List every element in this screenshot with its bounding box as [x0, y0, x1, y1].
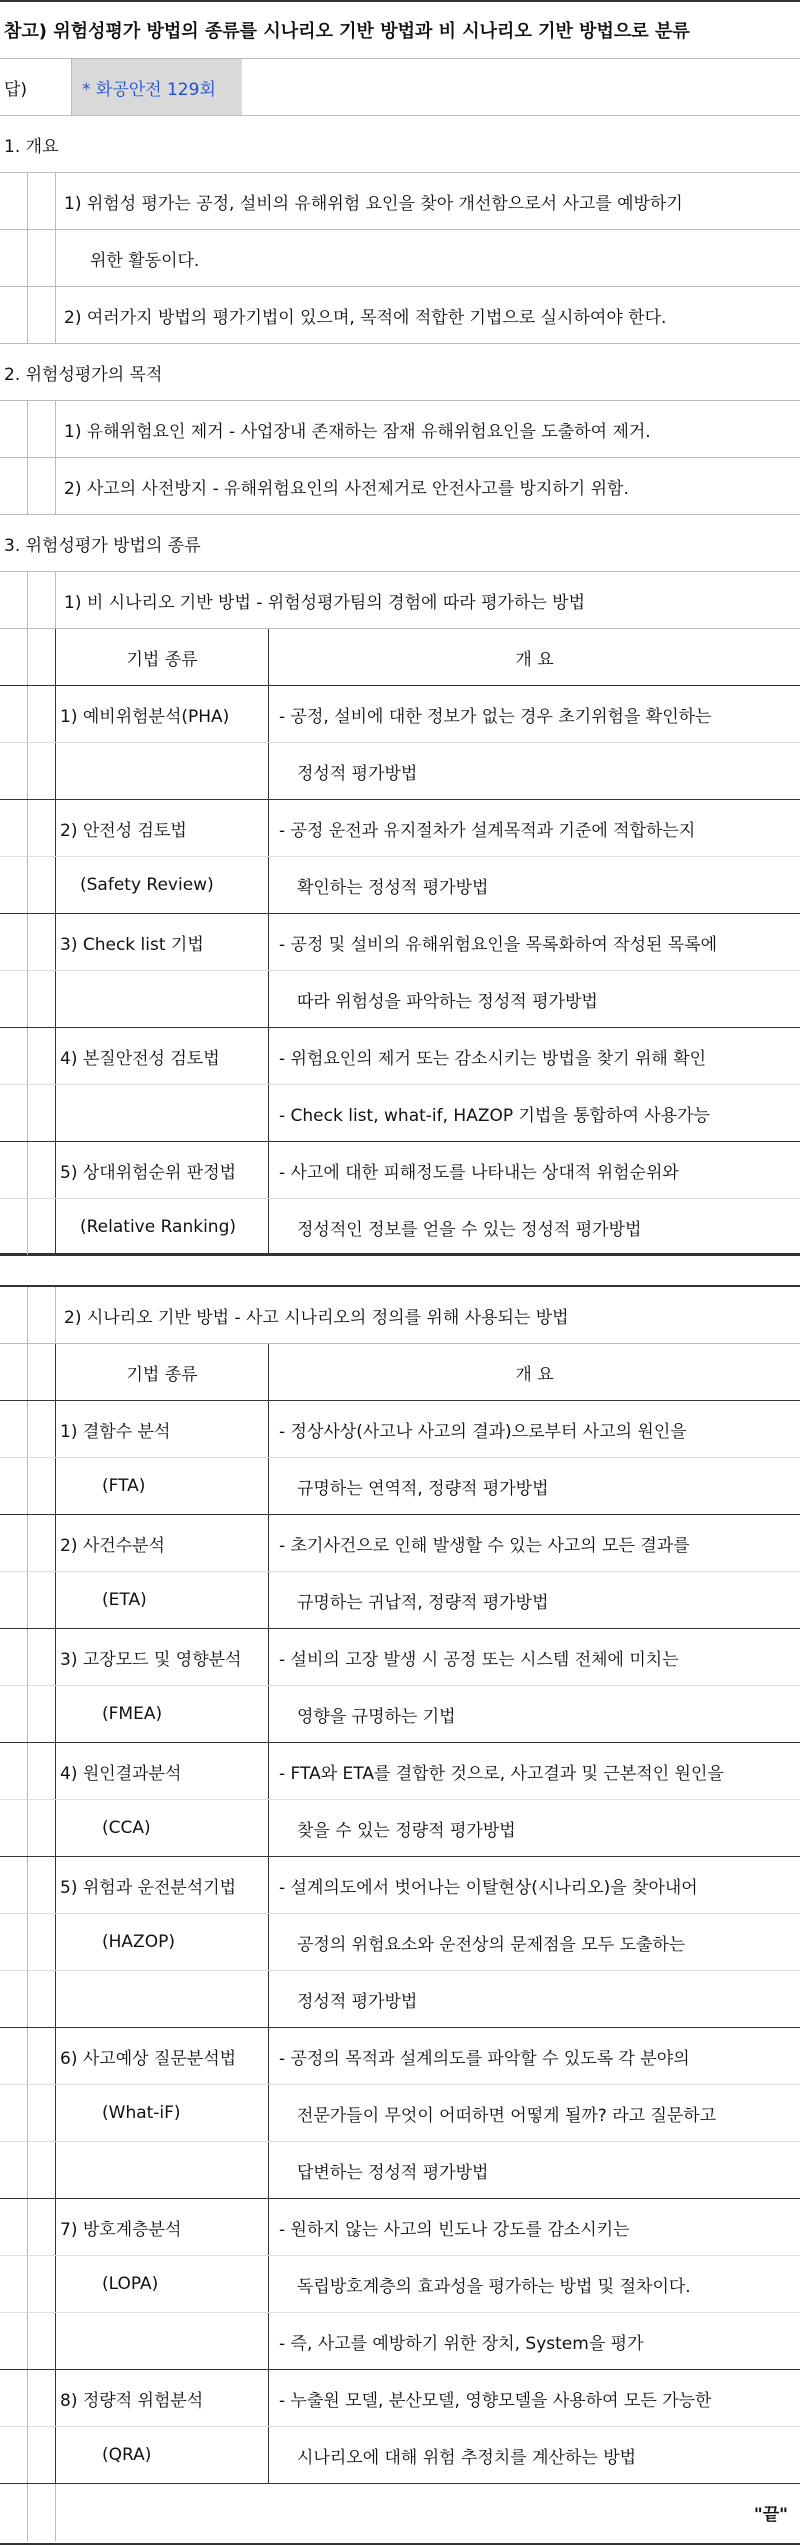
table-row	[0, 1971, 800, 2028]
scenario-summary-line: 독립방호계층의 효과성을 평가하는 방법 및 절차이다.	[297, 2276, 691, 2297]
table-row	[0, 971, 800, 1028]
scenario-method-name: 4) 원인결과분석	[56, 1743, 269, 1799]
non-scenario-method-abbrev: (Safety Review)	[56, 857, 269, 913]
non-scenario-table-header	[0, 629, 800, 686]
non-scenario-table	[0, 629, 800, 1256]
table-row	[0, 2028, 800, 2085]
non-scenario-summary-line: 정성적인 정보를 얻을 수 있는 정성적 평가방법	[297, 1219, 642, 1240]
scenario-summary-line: 공정의 위험요소와 운전상의 문제점을 모두 도출하는	[297, 1934, 686, 1955]
scenario-method-abbrev: (FTA)	[56, 1458, 269, 1514]
scenario-col-method: 기법 종류	[56, 1344, 269, 1400]
list-item	[0, 1287, 800, 1344]
scenario-method-name: 6) 사고예상 질문분석법	[56, 2028, 269, 2084]
table-row	[0, 1629, 800, 1686]
scenario-table	[0, 1344, 800, 2484]
source-badge: * 화공안전 129회	[72, 59, 242, 115]
table-row	[0, 800, 800, 857]
section1-item1-line2: 위한 활동이다.	[90, 250, 200, 271]
section1-heading: 1. 개요	[4, 136, 59, 157]
non-scenario-method-name: 5) 상대위험순위 판정법	[56, 1142, 269, 1198]
table-cell-empty	[56, 1085, 269, 1141]
section1-item1-line1: 1) 위험성 평가는 공정, 설비의 유해위험 요인을 찾아 개선함으로서 사고를 예방하기	[64, 193, 683, 214]
non-scenario-summary-line: - 사고에 대한 피해정도를 나타내는 상대적 위험순위와	[279, 1162, 679, 1183]
scenario-title: 2) 시나리오 기반 방법 - 사고 시나리오의 정의를 위해 사용되는 방법	[64, 1307, 569, 1328]
table-row	[0, 857, 800, 914]
table-row	[0, 1515, 800, 1572]
table-row	[0, 686, 800, 743]
non-scenario-col-summary: 개 요	[515, 649, 554, 670]
scenario-summary-line: 규명하는 연역적, 정량적 평가방법	[297, 1478, 549, 1499]
scenario-method-name: 5) 위험과 운전분석기법	[56, 1857, 269, 1913]
non-scenario-summary-line: - 공정, 설비에 대한 정보가 없는 경우 초기위험을 확인하는	[279, 706, 712, 727]
scenario-summary-line: 답변하는 정성적 평가방법	[297, 2162, 489, 2183]
section1-item2: 2) 여러가지 방법의 평가기법이 있으며, 목적에 적합한 기법으로 실시하여야 한다.	[64, 307, 667, 328]
non-scenario-summary-line: 확인하는 정성적 평가방법	[297, 877, 489, 898]
section2-item1: 1) 유해위험요인 제거 - 사업장내 존재하는 잠재 유해위험요인을 도출하여 제거.	[64, 421, 651, 442]
section2-item2: 2) 사고의 사전방지 - 유해위험요인의 사전제거로 안전사고를 방지하기 위함.	[64, 478, 629, 499]
answer-label: 답)	[0, 59, 72, 115]
non-scenario-method-name: 1) 예비위험분석(PHA)	[56, 686, 269, 742]
non-scenario-summary-line: - 위험요인의 제거 또는 감소시키는 방법을 찾기 위해 확인	[279, 1048, 707, 1069]
scenario-summary-line: 전문가들이 무엇이 어떠하면 어떻게 될까? 라고 질문하고	[297, 2105, 717, 2126]
section3-heading: 3. 위험성평가 방법의 종류	[4, 535, 201, 556]
section2-heading: 2. 위험성평가의 목적	[4, 364, 163, 385]
non-scenario-summary-line: - 공정 및 설비의 유해위험요인을 목록화하여 작성된 목록에	[279, 934, 718, 955]
scenario-method-abbrev: (LOPA)	[56, 2256, 269, 2312]
table-cell-empty	[56, 2313, 269, 2369]
table-row	[0, 2256, 800, 2313]
scenario-method-name: 3) 고장모드 및 영향분석	[56, 1629, 269, 1685]
non-scenario-method-name: 4) 본질안전성 검토법	[56, 1028, 269, 1084]
scenario-table-header	[0, 1344, 800, 1401]
scenario-summary-line: - 즉, 사고를 예방하기 위한 장치, System을 평가	[279, 2333, 644, 2354]
title-row	[0, 2, 800, 59]
list-item	[0, 572, 800, 629]
scenario-method-name: 1) 결함수 분석	[56, 1401, 269, 1457]
table-row	[0, 2427, 800, 2484]
non-scenario-summary-line: 따라 위험성을 파악하는 정성적 평가방법	[297, 991, 598, 1012]
non-scenario-summary-line: - Check list, what-if, HAZOP 기법을 통합하여 사용가능	[279, 1105, 710, 1126]
list-item	[0, 173, 800, 230]
table-row	[0, 1743, 800, 1800]
scenario-summary-line: - 설비의 고장 발생 시 공정 또는 시스템 전체에 미치는	[279, 1649, 679, 1670]
scenario-summary-line: 규명하는 귀납적, 정량적 평가방법	[297, 1592, 549, 1613]
scenario-summary-line: 시나리오에 대해 위험 추정치를 계산하는 방법	[297, 2447, 637, 2468]
scenario-summary-line: - 초기사건으로 인해 발생할 수 있는 사고의 모든 결과를	[279, 1535, 690, 1556]
table-row	[0, 1914, 800, 1971]
page-block-2	[0, 1285, 800, 2545]
table-row	[0, 1142, 800, 1199]
table-row	[0, 2370, 800, 2427]
scenario-method-abbrev: (QRA)	[56, 2427, 269, 2483]
scenario-method-abbrev: (FMEA)	[56, 1686, 269, 1742]
table-row	[0, 1401, 800, 1458]
non-scenario-method-name: 3) Check list 기법	[56, 914, 269, 970]
scenario-method-abbrev: (What-iF)	[56, 2085, 269, 2141]
scenario-summary-line: - 원하지 않는 사고의 빈도나 강도를 감소시키는	[279, 2219, 630, 2240]
table-row	[0, 2313, 800, 2370]
list-item	[0, 458, 800, 515]
table-row	[0, 743, 800, 800]
scenario-method-abbrev: (HAZOP)	[56, 1914, 269, 1970]
non-scenario-method-abbrev: (Relative Ranking)	[56, 1199, 269, 1255]
scenario-summary-line: - 누출원 모델, 분산모델, 영향모델을 사용하여 모든 가능한	[279, 2390, 712, 2411]
table-row	[0, 914, 800, 971]
table-cell-empty	[56, 2142, 269, 2198]
page-block-1	[0, 0, 800, 1255]
table-row	[0, 1857, 800, 1914]
scenario-summary-line: 정성적 평가방법	[297, 1991, 418, 2012]
table-row	[0, 1199, 800, 1256]
table-row	[0, 2085, 800, 2142]
section-heading	[0, 116, 800, 173]
table-row	[0, 1686, 800, 1743]
end-row	[0, 2484, 800, 2541]
non-scenario-summary-line: - 공정 운전과 유지절차가 설계목적과 기준에 적합하는지	[279, 820, 696, 841]
scenario-method-abbrev: (CCA)	[56, 1800, 269, 1856]
table-cell-empty	[56, 743, 269, 799]
section-heading	[0, 344, 800, 401]
table-row	[0, 2142, 800, 2199]
scenario-summary-line: - 공정의 목적과 설계의도를 파악할 수 있도록 각 분야의	[279, 2048, 690, 2069]
scenario-summary-line: - 설계의도에서 벗어나는 이탈현상(시나리오)을 찾아내어	[279, 1877, 698, 1898]
scenario-summary-line: 영향을 규명하는 기법	[297, 1706, 456, 1727]
scenario-method-name: 2) 사건수분석	[56, 1515, 269, 1571]
page-title: 참고) 위험성평가 방법의 종류를 시나리오 기반 방법과 비 시나리오 기반 방법으로 분류	[4, 21, 690, 42]
list-item	[0, 287, 800, 344]
table-cell-empty	[56, 1971, 269, 2027]
scenario-summary-line: - 정상사상(사고나 사고의 결과)으로부터 사고의 원인을	[279, 1421, 687, 1442]
scenario-method-name: 8) 정량적 위험분석	[56, 2370, 269, 2426]
scenario-summary-line: 찾을 수 있는 정량적 평가방법	[297, 1820, 516, 1841]
non-scenario-col-method: 기법 종류	[56, 629, 269, 685]
scenario-method-abbrev: (ETA)	[56, 1572, 269, 1628]
table-row	[0, 1572, 800, 1629]
end-mark: "끝"	[753, 2505, 788, 2525]
answer-row	[0, 59, 800, 116]
scenario-summary-line: - FTA와 ETA를 결합한 것으로, 사고결과 및 근본적인 원인을	[279, 1763, 724, 1784]
table-row	[0, 2199, 800, 2256]
non-scenario-title: 1) 비 시나리오 기반 방법 - 위험성평가팀의 경험에 따라 평가하는 방법	[64, 592, 586, 613]
table-row	[0, 1085, 800, 1142]
table-row	[0, 1458, 800, 1515]
list-item	[0, 401, 800, 458]
table-cell-empty	[56, 971, 269, 1027]
section-heading	[0, 515, 800, 572]
table-row	[0, 1800, 800, 1857]
non-scenario-summary-line: 정성적 평가방법	[297, 763, 418, 784]
scenario-col-summary: 개 요	[515, 1364, 554, 1385]
list-item	[0, 230, 800, 287]
non-scenario-method-name: 2) 안전성 검토법	[56, 800, 269, 856]
table-row	[0, 1028, 800, 1085]
scenario-method-name: 7) 방호계층분석	[56, 2199, 269, 2255]
